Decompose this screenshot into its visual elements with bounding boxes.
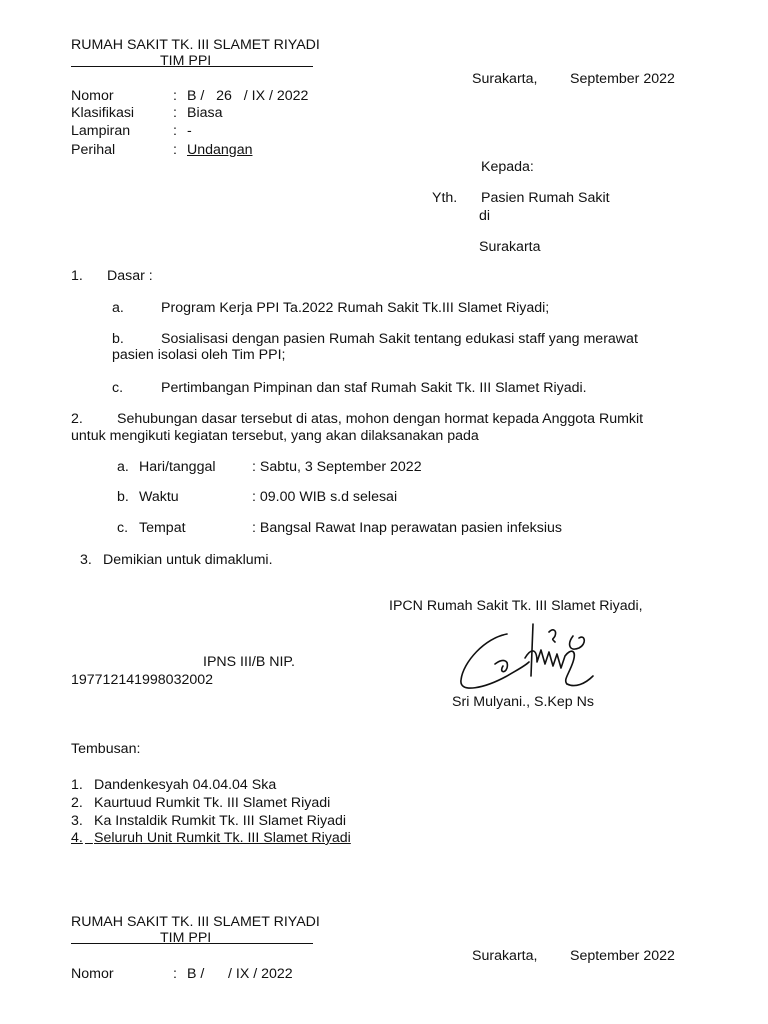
section3-number: 3.	[80, 552, 92, 568]
section1-item-continuation: pasien isolasi oleh Tim PPI;	[112, 347, 286, 363]
letter-date: September 2022	[570, 71, 675, 87]
signer-name: Sri Mulyani., S.Kep Ns	[452, 694, 594, 710]
perihal-value: Undangan	[187, 142, 253, 158]
signer-rank: IPNS III/B NIP.	[203, 654, 295, 670]
nomor-value: B / / IX / 2022	[187, 966, 293, 982]
detail-value: : Bangsal Rawat Inap perawatan pasien infeksius	[252, 520, 562, 536]
letter-place: Surakarta,	[472, 71, 538, 87]
recipient-di: di	[479, 208, 491, 224]
section1-item-text: Pertimbangan Pimpinan dan staf Rumah Sakit Tk. III Slamet Riyadi.	[161, 380, 587, 396]
lampiran-value: -	[187, 123, 192, 139]
klasifikasi-colon: :	[173, 105, 177, 121]
tembusan-item-text: Kaurtuud Rumkit Tk. III Slamet Riyadi	[94, 795, 331, 811]
detail-label: Tempat	[139, 520, 186, 536]
detail-marker: b.	[117, 489, 129, 505]
section1-item-marker: c.	[112, 380, 124, 396]
tembusan-item-number: 3.	[71, 813, 83, 829]
section1-item-marker: b.	[112, 331, 124, 347]
tembusan-item-text: Ka Instaldik Rumkit Tk. III Slamet Riyadi	[94, 813, 347, 829]
signature-title: IPCN Rumah Sakit Tk. III Slamet Riyadi,	[389, 598, 643, 614]
letter-date: September 2022	[570, 948, 675, 964]
klasifikasi-value: Biasa	[187, 105, 223, 121]
signer-nip: 197712141998032002	[71, 672, 214, 688]
nomor-colon: :	[173, 966, 177, 982]
nomor-label: Nomor	[71, 966, 114, 982]
detail-value: : Sabtu, 3 September 2022	[252, 459, 422, 475]
unit-name: TIM PPI	[160, 930, 212, 946]
section1-number: 1.	[71, 268, 83, 284]
section2-number: 2.	[71, 411, 83, 427]
tembusan-title: Tembusan:	[71, 741, 141, 757]
tembusan-item-number: 4.	[71, 830, 83, 846]
institution-name: RUMAH SAKIT TK. III SLAMET RIYADI	[71, 914, 320, 930]
section1-item-marker: a.	[112, 300, 124, 316]
tembusan-item-text: Seluruh Unit Rumkit Tk. III Slamet Riyadi	[94, 830, 351, 846]
section3-text: Demikian untuk dimaklumi.	[103, 552, 273, 568]
detail-marker: a.	[117, 459, 129, 475]
klasifikasi-label: Klasifikasi	[71, 105, 135, 121]
section2-line1: Sehubungan dasar tersebut di atas, mohon dengan hormat kepada Anggota Rumkit	[117, 411, 644, 427]
detail-value: : 09.00 WIB s.d selesai	[252, 489, 398, 505]
detail-marker: c.	[117, 520, 129, 536]
detail-label: Hari/tanggal	[139, 459, 216, 475]
kepada-label: Kepada:	[481, 159, 534, 175]
unit-name: TIM PPI	[160, 53, 212, 69]
perihal-colon: :	[173, 142, 177, 158]
tembusan-item-text: Dandenkesyah 04.04.04 Ska	[94, 777, 277, 793]
detail-label: Waktu	[139, 489, 179, 505]
tembusan-item-number: 1.	[71, 777, 83, 793]
nomor-colon: :	[173, 88, 177, 104]
yth-label: Yth.	[432, 190, 458, 206]
handwritten-signature	[455, 618, 605, 698]
section1-item-text: Program Kerja PPI Ta.2022 Rumah Sakit Tk.III Slamet Riyadi;	[161, 300, 550, 316]
nomor-label: Nomor	[71, 88, 114, 104]
perihal-label: Perihal	[71, 142, 116, 158]
tembusan-underline-gap	[85, 830, 94, 847]
section1-item-text: Sosialisasi dengan pasien Rumah Sakit tentang edukasi staff yang merawat	[161, 331, 638, 347]
nomor-value: B / 26 / IX / 2022	[187, 88, 309, 104]
recipient-name: Pasien Rumah Sakit	[481, 190, 610, 206]
institution-name: RUMAH SAKIT TK. III SLAMET RIYADI	[71, 37, 320, 53]
lampiran-label: Lampiran	[71, 123, 131, 139]
section2-line2: untuk mengikuti kegiatan tersebut, yang akan dilaksanakan pada	[71, 428, 479, 444]
section1-title: Dasar :	[107, 268, 153, 284]
tembusan-item-number: 2.	[71, 795, 83, 811]
lampiran-colon: :	[173, 123, 177, 139]
letter-place: Surakarta,	[472, 948, 538, 964]
recipient-city: Surakarta	[479, 239, 541, 255]
